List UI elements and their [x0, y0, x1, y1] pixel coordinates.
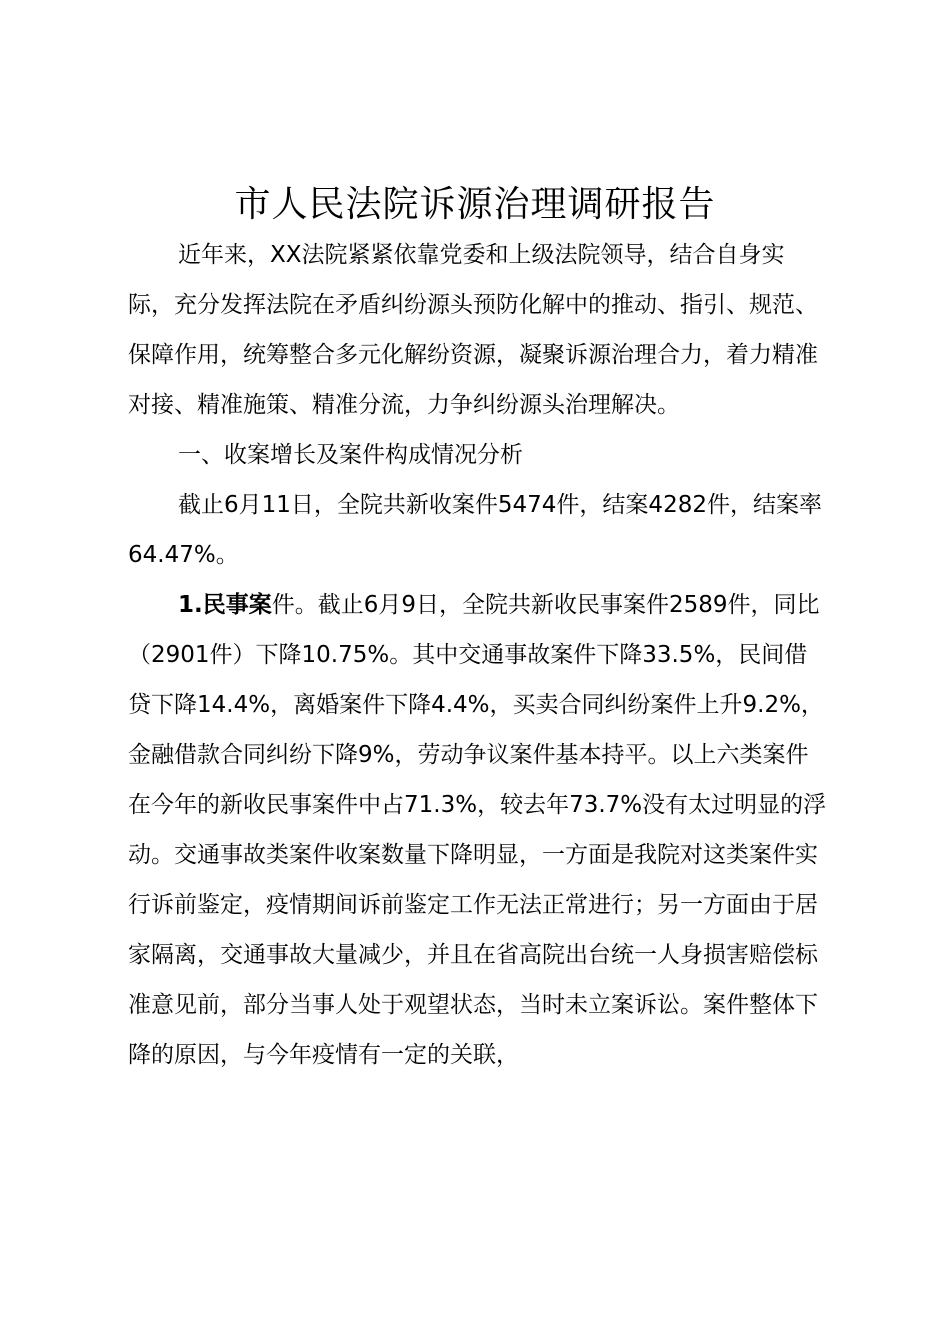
paragraph-case-totals-text: 截止6月11日，全院共新收案件5474件，结案4282件，结案率64.47%。 [128, 492, 822, 568]
paragraph-case-totals [128, 480, 828, 580]
document-body [128, 230, 828, 1080]
document-title: 市人民法院诉源治理调研报告 [234, 184, 716, 225]
section-heading [128, 430, 828, 480]
paragraph-civil-cases-text: 件。截止6月9日，全院共新收民事案件2589件，同比（2901件）下降10.75%。其中交通事故案件下降33.5%，民间借贷下降14.4%，离婚案件下降4.4%，买卖合同纠纷案件上升9.2%，金融借款合同纠纷下降9%，劳动争议案件基本持平。以上六类案件在今年的新收民事案件中占71.3%，较去年73.7%没有太过明显的浮动。交通事故类案件收案数量下降明显，一方面是我院对这类案件实行诉前鉴定，疫情期间诉前鉴定工作无法正常进行；另一方面由于居家隔离，交通事故大量减少，并且在省高院出台统一人身损害赔偿标准意见前，部分当事人处于观望状态，当时未立案诉讼。案件整体下降的原因，与今年疫情有一定的关联， [128, 592, 827, 1068]
paragraph-civil-cases [128, 580, 828, 1080]
paragraph-intro-text: 近年来，XX法院紧紧依靠党委和上级法院领导，结合自身实际，充分发挥法院在矛盾纠纷源头预防化解中的推动、指引、规范、保障作用，统筹整合多元化解纷资源，凝聚诉源治理合力，着力精准对接、精准施策、精准分流，力争纠纷源头治理解决。 [128, 242, 818, 418]
civil-cases-lead: 1.民事案 [178, 592, 272, 618]
section-heading-text: 一、收案增长及案件构成情况分析 [178, 442, 523, 468]
paragraph-intro [128, 230, 828, 430]
